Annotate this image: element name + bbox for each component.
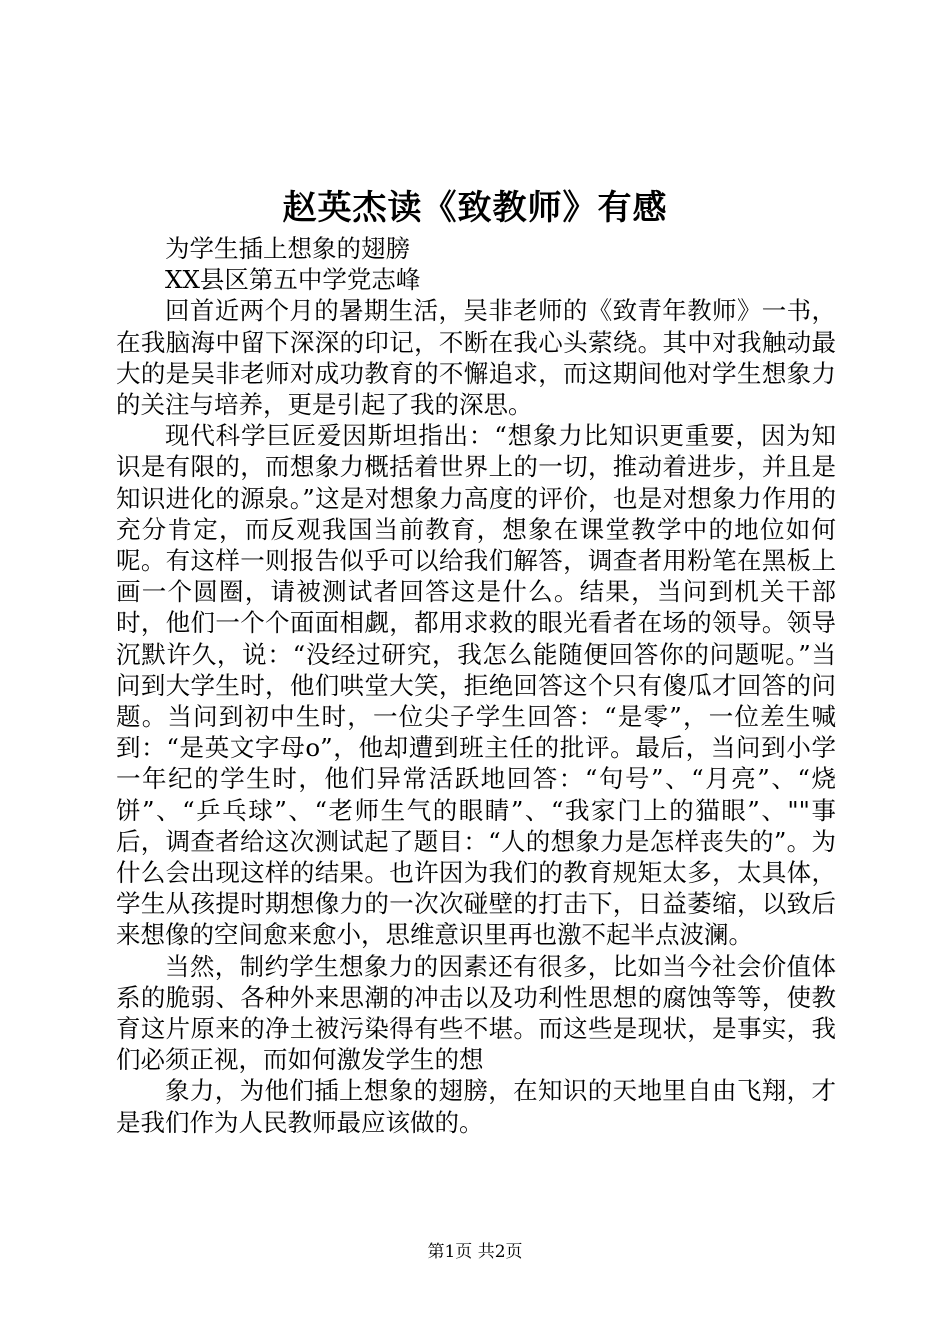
page-number-footer: 第1页 共2页: [427, 1242, 523, 1262]
paragraph-2: 现代科学巨匠爱因斯坦指出：“想象力比知识更重要，因为知识是有限的，而想象力概括着世界上的一切，推动着进步，并且是知识进化的源泉。”这是对想象力高度的评价，也是对想象力作用的充分肯定，而反观我国当前教育，想象在课堂教学中的地位如何呢。有这样一则报告似乎可以给我们解答，调查者用粉笔在黑板上画一个圆圈，请被测试者回答这是什么。结果，当问到机关干部时，他们一个个面面相觑，都用求救的眼光看者在场的领导。领导沉默许久，说：“没经过研究，我怎么能随便回答你的问题呢。”当问到大学生时，他们哄堂大笑，拒绝回答这个只有傻瓜才回答的问题。当问到初中生时，一位尖子学生回答：“是零”，一位差生喊到：“是英文字母o”，他却遭到班主任的批评。最后，当问到小学一年纪的学生时，他们异常活跃地回答：“句号”、“月亮”、“烧饼”、“乒乓球”、“老师生气的眼睛”、“我家门上的猫眼”、""事后，调查者给这次测试起了题目：“人的想象力是怎样丧失的”。为什么会出现这样的结果。也许因为我们的教育规矩太多，太具体，学生从孩提时期想像力的一次次碰壁的打击下，日益萎缩，以致后来想像的空间愈来愈小，思维意识里再也激不起半点波澜。: [116, 421, 836, 950]
author-line: XX县区第五中学党志峰: [165, 265, 421, 295]
subtitle-line: 为学生插上想象的翅膀: [165, 234, 410, 263]
document-body: [116, 233, 836, 1138]
paragraph-3: 当然，制约学生想象力的因素还有很多，比如当今社会价值体系的脆弱、各种外来思潮的冲击以及功利性思想的腐蚀等等，使教育这片原来的净土被污染得有些不堪。而这些是现状，是事实，我们必须正视，而如何激发学生的想: [116, 951, 836, 1075]
document-title: 赵英杰读《致教师》有感: [282, 188, 668, 228]
paragraph-4: 象力，为他们插上想象的翅膀，在知识的天地里自由飞翔，才是我们作为人民教师最应该做的。: [116, 1076, 836, 1137]
paragraph-1: 回首近两个月的暑期生活，吴非老师的《致青年教师》一书，在我脑海中留下深深的印记，不断在我心头萦绕。其中对我触动最大的是吴非老师对成功教育的不懈追求，而这期间他对学生想象力的关注与培养，更是引起了我的深思。: [116, 296, 836, 420]
